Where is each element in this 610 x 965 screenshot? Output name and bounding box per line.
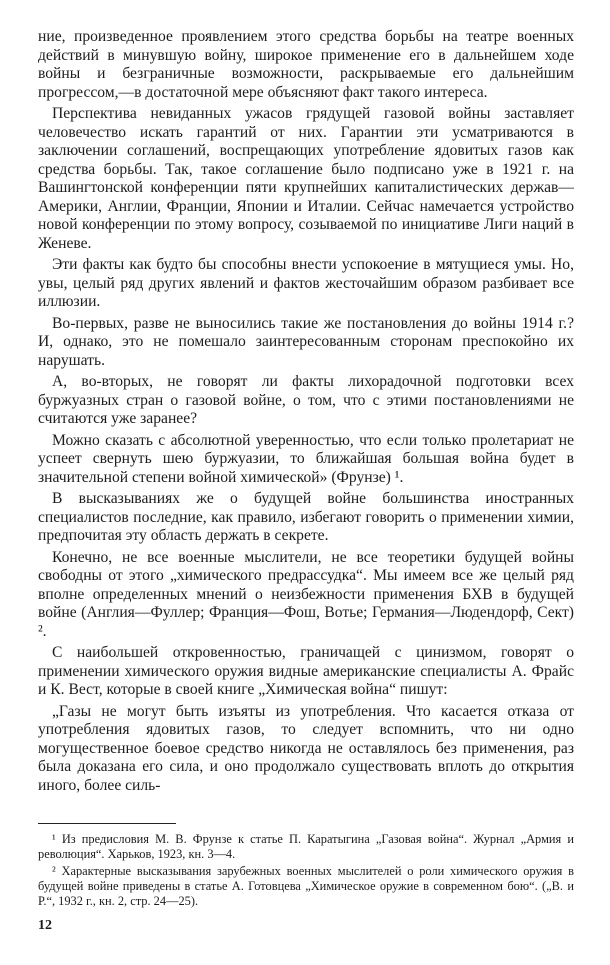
paragraph: А, во-вторых, не говорят ли факты лихорадочной подготовки всех буржуазных стран о газовой войне, о том, что с этими постановлениями не считаются уже заранее? (38, 373, 574, 427)
paragraph: Можно сказать с абсолютной уверенностью, что если только пролетариат не успеет свернуть шею буржуазии, то ближайшая большая война будет в значительной степени войной химической» (Фрунзе) ¹. (38, 431, 574, 486)
paragraph: Конечно, не все военные мыслители, не все теоретики будущей войны свободны от этого „химического предрассудка“. Мы имеем все же целый ряд вполне определенных мнений о неизбежности применения БХВ в будущей войне (Англия—Фуллер; Франция—Фош, Вотье; Германия—Людендорф, Сект) ². (38, 548, 574, 640)
paragraph: Перспектива невиданных ужасов грядущей газовой войны заставляет человечество искать гарантий от них. Гарантии эти усматриваются в заключении соглашений, воспрещающих употребление ядовитых газов как средства борьбы. Так, такое соглашение было подписано уже в 1921 г. на Вашингтонской конференции пяти крупнейших капиталистических держав—Америки, Англии, Франции, Японии и Италии. Сейчас намечается устройство новой конференции по этому вопросу, созываемой по инициативе Лиги наций в Женеве. (38, 105, 574, 252)
footnote: ¹ Из предисловия М. В. Фрунзе к статье П. Каратыгина „Газовая война“. Журнал „Армия и революция“. Харьков, 1923, кн. 3—4. (38, 832, 574, 861)
main-text (38, 28, 574, 798)
paragraph: „Газы не могут быть изъяты из употребления. Что касается отказа от употребления ядовитых газов, то следует вспомнить, что ни одно могущественное боевое средство никогда не оставлялось без применения, раз была доказана его сила, и оно продолжало существовать вплоть до открытия иного, более силь- (38, 702, 574, 794)
paragraph: С наибольшей откровенностью, граничащей с цинизмом, говорят о применении химического оружия видные американские специалисты А. Фрайс и К. Вест, которые в своей книге „Химическая война“ пишут: (38, 644, 574, 698)
page-number: 12 (38, 918, 52, 933)
paragraph: Эти факты как будто бы способны внести успокоение в мятущиеся умы. Но, увы, целый ряд других явлений и фактов жесточайшим образом разбивает все иллюзии. (38, 256, 574, 310)
footnote: ² Характерные высказывания зарубежных военных мыслителей о роли химического оружия в будущей войне приведены в статье А. Готовцева „Химическое оружие в современном бою“. („В. и Р.“, 1932 г., кн. 2, стр. 24—25). (38, 864, 574, 908)
paragraph: Во-первых, разве не выносились такие же постановления до войны 1914 г.? И, однако, это не помешало заинтересованным сторонам преспокойно их нарушать. (38, 314, 574, 369)
paragraph: ние, произведенное проявлением этого средства борьбы на театре военных действий в минувшую войну, широкое применение его в дальнейшем ходе войны и безграничные возможности, раскрываемые его дальнейшим прогрессом,—в достаточной мере объясняют факт такого интереса. (38, 28, 574, 101)
footnote-divider (38, 823, 176, 824)
footnotes (38, 832, 574, 911)
paragraph: В высказываниях же о будущей войне большинства иностранных специалистов последние, как правило, избегают говорить о применении химии, предпочитая эту область держать в секрете. (38, 490, 574, 544)
